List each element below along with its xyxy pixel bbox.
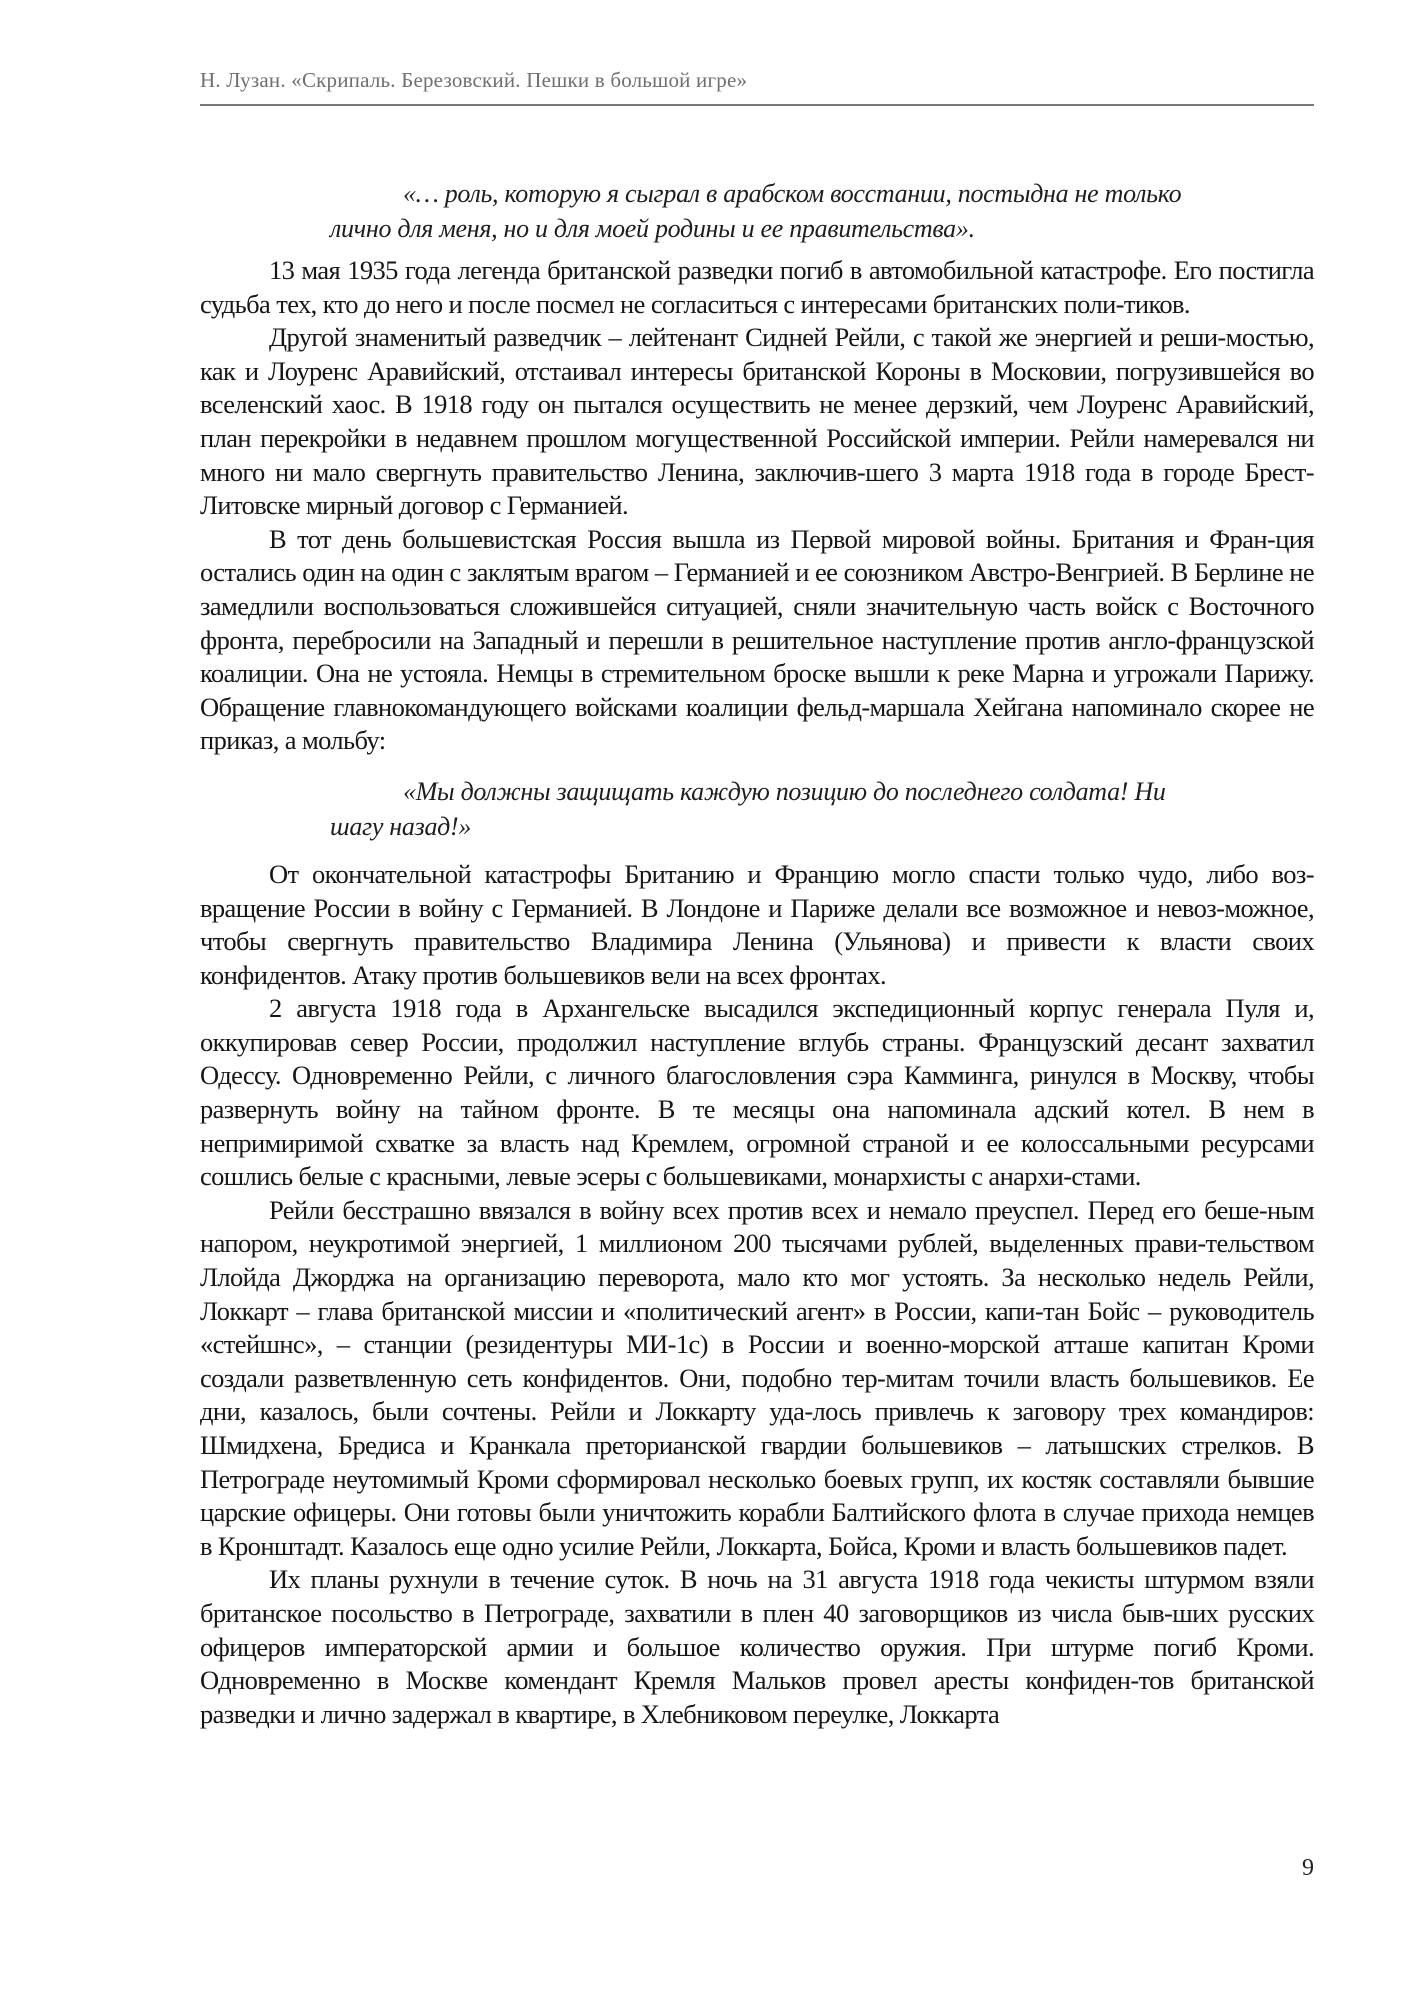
paragraph: В тот день большевистская Россия вышла из Первой мировой войны. Британия и Фран-ция остались один на один с заклятым врагом – Германией и ее союзником Австро-Венгрией. В Берлине не замедлили воспользоваться сложившейся ситуацией, сняли значительную часть войск с Восточного фронта, перебросили на Западный и перешли в решительное наступление против англо-французской коалиции. Она не устояла. Немцы в стремительном броске вышли к реке Марна и угрожали Парижу. Обращение главнокомандующего войсками коалиции фельд-маршала Хейгана напоминало скорее не приказ, а мольбу: (200, 523, 1314, 756)
paragraph: Их планы рухнули в течение суток. В ночь на 31 августа 1918 года чекисты штурмом взяли британское посольство в Петрограде, захватили в плен 40 заговорщиков из числа быв-ших русских офицеров императорской армии и большое количество оружия. При штурме погиб Кроми. Одновременно в Москве комендант Кремля Мальков провел аресты конфиден-тов британской разведки и лично задержал в квартире, в Хлебниковом переулке, Локкарта (200, 1564, 1314, 1729)
page-number: 9 (1302, 1855, 1314, 1881)
paragraph: 13 мая 1935 года легенда британской разведки погиб в автомобильной катастрофе. Его постигла судьба тех, кто до него и после посмел не согласиться с интересами британских поли-тиков. (200, 255, 1314, 319)
running-title: Н. Лузан. «Скрипаль. Березовский. Пешки в большой игре» (200, 68, 748, 92)
quote-line: шагу назад!» (330, 811, 472, 841)
page-body (200, 176, 1314, 1731)
epigraph-quote (200, 176, 1314, 246)
paragraph: 2 августа 1918 года в Архангельске высадился экспедиционный корпус генерала Пуля и, оккупировав север России, продолжил наступление вглубь страны. Французский десант захватил Одессу. Одновременно Рейли, с личного благословления сэра Камминга, ринулся в Москву, чтобы развернуть войну на тайном фронте. В те месяцы она напоминала адский котел. В нем в непримиримой схватке за власть над Кремлем, огромной страной и ее колоссальными ресурсами сошлись белые с красными, левые эсеры с большевиками, монархисты с анархи-стами. (200, 993, 1314, 1192)
epigraph-line: лично для меня, но и для моей родины и ее правительства». (330, 214, 975, 243)
paragraph: Рейли бесстрашно ввязался в войну всех против всех и немало преуспел. Перед его беше-ным напором, неукротимой энергией, 1 миллионом 200 тысячами рублей, выделенных прави-тельством Ллойда Джорджа на организацию переворота, мало кто мог устоять. За несколько недель Рейли, Локкарт – глава британской миссии и «политический агент» в России, капи-тан Бойс – руководитель «стейшнс», – станции (резидентуры МИ-1с) в России и военно-морской атташе капитан Кроми создали разветвленную сеть конфидентов. Они, подобно тер-митам точили власть большевиков. Ее дни, казалось, были сочтены. Рейли и Локкарту уда-лось привлечь к заговору трех командиров: Шмидхена, Бредиса и Кранкала преторианской гвардии большевиков – латышских стрелков. В Петрограде неутомимый Кроми сформировал несколько боевых групп, их костяк составляли бывшие царские офицеры. Они готовы были уничтожить корабли Балтийского флота в случае прихода немцев в Кронштадт. Казалось еще одно усилие Рейли, Локкарта, Бойса, Кроми и власть большевиков падет. (200, 1194, 1314, 1561)
paragraph: Другой знаменитый разведчик – лейтенант Сидней Рейли, с такой же энергией и реши-мостью, как и Лоуренс Аравийский, отстаивал интересы британской Короны в Московии, погрузившейся во вселенский хаос. В 1918 году он пытался осуществить не менее дерзкий, чем Лоуренс Аравийский, план перекройки в недавнем прошлом могущественной Российской империи. Рейли намеревался ни много ни мало свергнуть правительство Ленина, заключив-шего 3 марта 1918 года в городе Брест-Литовске мирный договор с Германией. (200, 322, 1314, 521)
paragraph: От окончательной катастрофы Британию и Францию могло спасти только чудо, либо воз-вращение России в войну с Германией. В Лондоне и Париже делали все возможное и невоз-можное, чтобы свергнуть правительство Владимира Ленина (Ульянова) и привести к власти своих конфидентов. Атаку против большевиков вели на всех фронтах. (200, 858, 1314, 990)
running-header (200, 64, 1314, 106)
quote-line: «Мы должны защищать каждую позицию до последнего солдата! Ни (403, 776, 1166, 806)
epigraph-line: «… роль, которую я сыграл в арабском восстании, постыдна не только (403, 179, 1182, 208)
block-quote (200, 774, 1314, 844)
